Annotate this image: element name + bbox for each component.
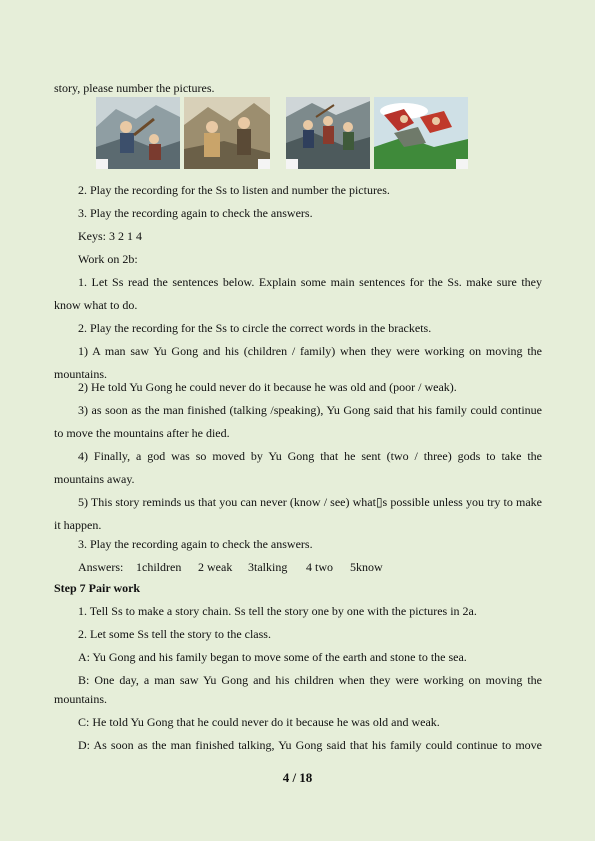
story-pictures: [96, 97, 468, 169]
story-picture-3: [286, 97, 370, 169]
text-line: 3) as soon as the man finished (talking /speaking), Yu Gong said that his family could continue: [78, 403, 542, 417]
text-line: mountains.: [54, 367, 107, 381]
text-line: mountains away.: [54, 472, 135, 486]
text-line: 1. Let Ss read the sentences below. Explain some main sentences for the Ss. make sure they: [78, 275, 542, 289]
text-line: 1) A man saw Yu Gong and his (children / family) when they were working on moving the: [78, 344, 542, 358]
story-picture-1: [96, 97, 180, 169]
text-line: 1. Tell Ss to make a story chain. Ss tell the story one by one with the pictures in 2a.: [78, 604, 477, 618]
text-line: Keys: 3 2 1 4: [78, 229, 142, 243]
intro-line: story, please number the pictures.: [54, 81, 215, 95]
text-line: 2. Play the recording for the Ss to listen and number the pictures.: [78, 183, 390, 197]
text-line: mountains.: [54, 692, 107, 706]
text-line: Work on 2b:: [78, 252, 138, 266]
text-line: 3. Play the recording again to check the answers.: [78, 206, 313, 220]
answer-item: 4 two: [306, 560, 333, 574]
section-heading: Step 7 Pair work: [54, 581, 141, 595]
text-line: it happen.: [54, 518, 102, 532]
answers-label: Answers:: [78, 560, 124, 574]
text-line: 3. Play the recording again to check the answers.: [78, 537, 313, 551]
text-line: B: One day, a man saw Yu Gong and his children when they were working on moving the: [78, 673, 542, 687]
text-line: 2. Play the recording for the Ss to circle the correct words in the brackets.: [78, 321, 432, 335]
text-line: to move the mountains after he died.: [54, 426, 230, 440]
story-picture-2: [184, 97, 270, 169]
answer-item: 3talking: [248, 560, 288, 574]
answer-item: 5know: [350, 560, 383, 574]
answer-item: 1children: [136, 560, 182, 574]
text-line: 4) Finally, a god was so moved by Yu Gong that he sent (two / three) gods to take the: [78, 449, 542, 463]
answers-line: [78, 559, 542, 575]
text-line: know what to do.: [54, 298, 138, 312]
text-line: C: He told Yu Gong that he could never do it because he was old and weak.: [78, 715, 440, 729]
story-picture-4: [374, 97, 468, 169]
text-line: 2. Let some Ss tell the story to the class.: [78, 627, 271, 641]
page-number: 4 / 18: [282, 770, 313, 785]
text-line: A: Yu Gong and his family began to move some of the earth and stone to the sea.: [78, 650, 467, 664]
text-line: 2) He told Yu Gong he could never do it because he was old and (poor / weak).: [78, 380, 457, 394]
answer-item: 2 weak: [198, 560, 233, 574]
text-line: D: As soon as the man finished talking, Yu Gong said that his family could continue to move: [78, 738, 542, 752]
text-line: 5) This story reminds us that you can never (know / see) what▯s possible unless you try to make: [78, 495, 542, 509]
